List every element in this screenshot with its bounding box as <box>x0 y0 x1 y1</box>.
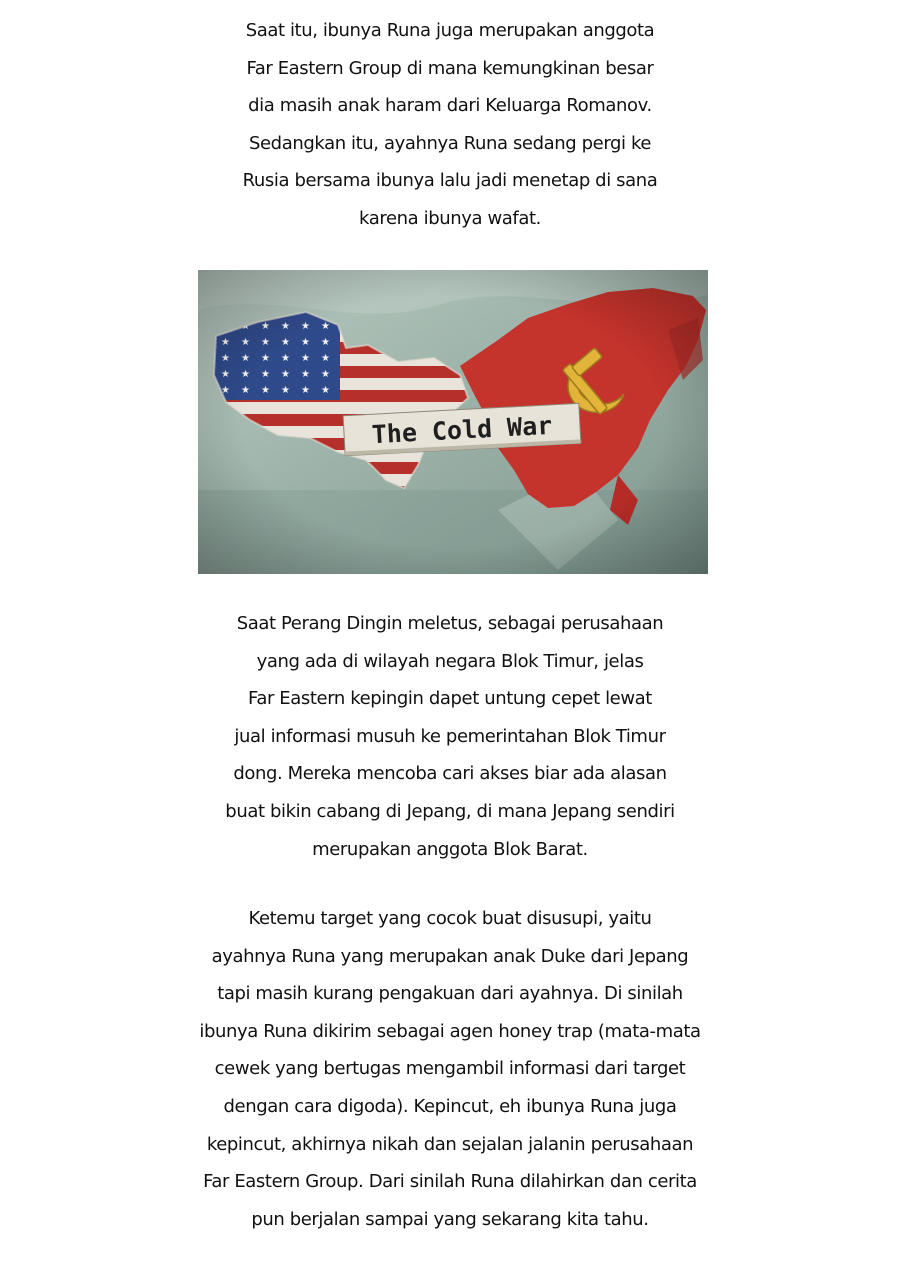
text-line: dengan cara digoda). Kepincut, eh ibunya Runa juga <box>223 1095 677 1117</box>
text-line: cewek yang bertugas mengambil informasi dari target <box>214 1058 686 1080</box>
paragraph-honey-trap <box>0 900 900 1238</box>
text-line: Saat Perang Dingin meletus, sebagai perusahaan <box>236 613 664 634</box>
text-line: yang ada di wilayah negara Blok Timur, jelas <box>256 650 644 672</box>
paragraph-cold-war <box>0 605 900 868</box>
text-line: Ketemu target yang cocok buat disusupi, yaitu <box>248 908 652 929</box>
text-line: Saat itu, ibunya Runa juga merupakan anggota <box>245 20 655 41</box>
text-line: dong. Mereka mencoba cari akses biar ada alasan <box>233 763 667 785</box>
text-line: Far Eastern Group. Dari sinilah Runa dilahirkan dan cerita <box>203 1171 697 1193</box>
text-line: Rusia bersama ibunya lalu jadi menetap di sana <box>242 170 658 192</box>
text-line: tapi masih kurang pengakuan dari ayahnya. Di sinilah <box>217 983 683 1005</box>
text-line: Far Eastern kepingin dapet untung cepet lewat <box>248 688 652 710</box>
text-line: dia masih anak haram dari Keluarga Romanov. <box>248 95 652 117</box>
text-line: ibunya Runa dikirim sebagai agen honey trap (mata-mata <box>199 1020 701 1042</box>
text-line: buat bikin cabang di Jepang, di mana Jepang sendiri <box>225 800 675 822</box>
text-line: karena ibunya wafat. <box>359 207 541 229</box>
text-line: pun berjalan sampai yang sekarang kita tahu. <box>251 1208 649 1230</box>
paragraph-intro <box>0 12 900 238</box>
text-line: ayahnya Runa yang merupakan anak Duke dari Jepang <box>211 945 689 967</box>
text-line: Far Eastern Group di mana kemungkinan besar <box>246 57 654 79</box>
cold-war-image <box>198 270 708 574</box>
text-line: merupakan anggota Blok Barat. <box>312 838 588 860</box>
text-line: jual informasi musuh ke pemerintahan Blok Timur <box>234 725 666 747</box>
text-line: kepincut, akhirnya nikah dan sejalan jalanin perusahaan <box>206 1133 694 1155</box>
text-line: Sedangkan itu, ayahnya Runa sedang pergi ke <box>248 132 652 154</box>
